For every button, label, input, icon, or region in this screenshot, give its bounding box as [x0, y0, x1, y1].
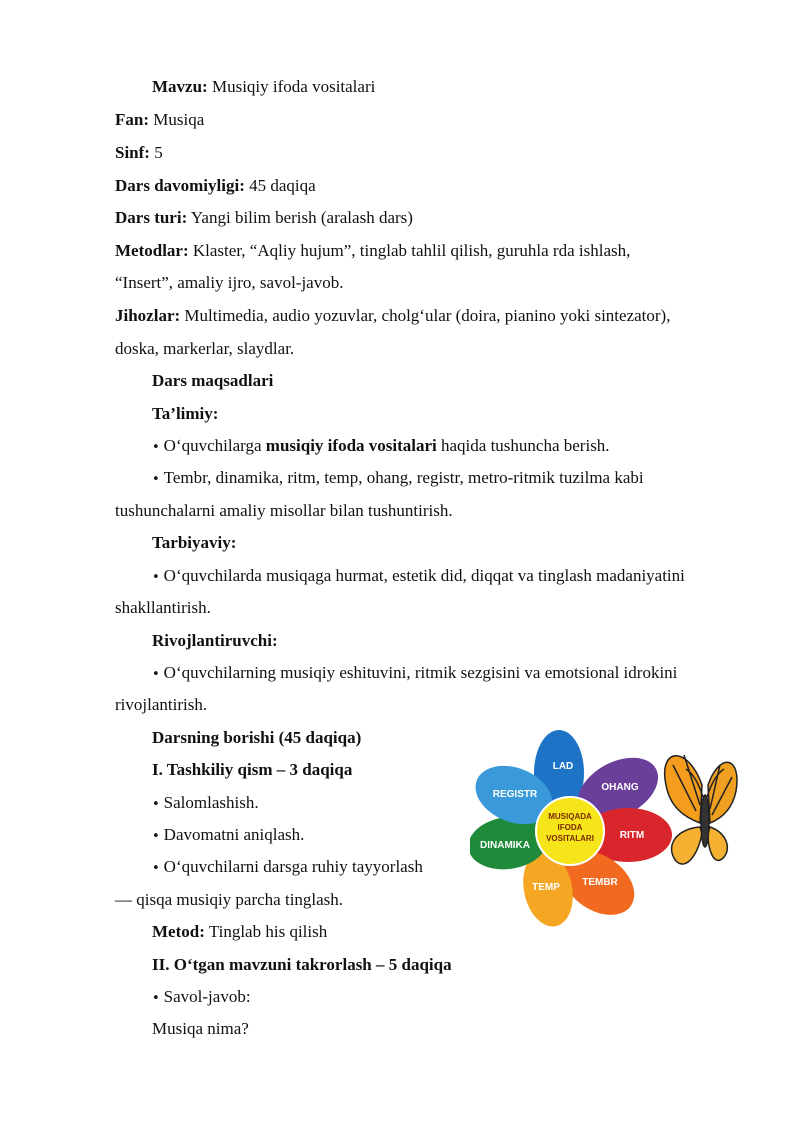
educational-title: Ta’limiy: [152, 404, 219, 423]
flower-diagram [470, 725, 750, 930]
section-1-bullet-2-text: Davomatni aniqlash. [163, 825, 305, 844]
bullet-icon: • [152, 472, 160, 487]
goal-bullet-2 [152, 467, 644, 491]
topic-label: Mavzu: [152, 77, 208, 96]
subject-label: Fan: [115, 110, 149, 129]
goal-4-text: O‘quvchilarning musiqiy eshituvini, ritmik sezgisini va emotsional idrokini [163, 663, 678, 682]
petal-label-temp: TEMP [532, 882, 560, 893]
equipment-line-2: doska, markerlar, slaydlar. [115, 339, 295, 358]
subject-line [115, 109, 204, 131]
duration-value: 45 daqiqa [249, 176, 316, 195]
topic-line [152, 76, 375, 98]
section-1-bullet-1-text: Salomlashish. [163, 793, 259, 812]
section-1-bullet-3-text: O‘quvchilarni darsga ruhiy tayyorlash [163, 857, 423, 876]
bullet-icon: • [152, 797, 160, 812]
bullet-icon: • [152, 667, 160, 682]
methods-label: Metodlar: [115, 241, 189, 260]
petal-label-lad: LAD [552, 761, 574, 772]
upbringing-heading [152, 532, 236, 554]
bullet-icon: • [152, 570, 160, 585]
lesson-type-line [115, 207, 413, 229]
goal-1-text: O‘quvchilarga [163, 436, 266, 455]
developmental-title: Rivojlantiruvchi: [152, 631, 278, 650]
grade-line [115, 142, 163, 164]
section-1-bullet-2 [152, 824, 304, 848]
butterfly-icon [665, 755, 737, 864]
lesson-type-value: Yangi bilim berish (aralash dars) [190, 208, 413, 227]
section-2-bullet-1 [152, 986, 251, 1010]
goal-bullet-1 [152, 435, 610, 459]
bullet-icon: • [152, 440, 160, 455]
petal-label-ritm: RITM [619, 830, 645, 841]
section-2-bullet-1-text: Savol-javob: [163, 987, 251, 1006]
section-1-heading [152, 759, 352, 781]
goal-1-bold: musiqiy ifoda vositalari [265, 436, 437, 455]
method-label: Metod: [152, 922, 205, 941]
equipment-value: Multimedia, audio yozuvlar, cholg‘ular (doira, pianino yoki sintezator), [184, 306, 671, 325]
lesson-flow-title: Darsning borishi (45 daqiqa) [152, 728, 362, 747]
grade-value: 5 [154, 143, 163, 162]
goals-title: Dars maqsadlari [152, 371, 274, 390]
duration-label: Dars davomiyligi: [115, 176, 245, 195]
section-1-title: I. Tashkiliy qism – 3 daqiqa [152, 760, 353, 779]
center-line-1: MUSIQADA [548, 812, 592, 821]
subject-value: Musiqa [153, 110, 205, 129]
question-line: Musiqa nima? [152, 1019, 249, 1038]
center-line-2: IFODA [557, 823, 583, 832]
goal-3-line-2: shakllantirish. [115, 598, 211, 617]
bullet-icon: • [152, 861, 160, 876]
equipment-line [115, 305, 670, 327]
methods-line-2: “Insert”, amaliy ijro, savol-javob. [115, 273, 344, 292]
goal-bullet-4 [152, 662, 677, 686]
topic-value: Musiqiy ifoda vositalari [211, 77, 376, 96]
lesson-type-label: Dars turi: [115, 208, 188, 227]
section-1-bullet-1 [152, 792, 259, 816]
goal-3-text: O‘quvchilarda musiqaga hurmat, estetik did, diqqat va tinglash madaniyatini [163, 566, 685, 585]
goal-1-text-end: haqida tushuncha berish. [436, 436, 610, 455]
methods-value: Klaster, “Aqliy hujum”, tinglab tahlil qilish, guruhla rda ishlash, [192, 241, 631, 260]
educational-heading [152, 403, 218, 425]
method-value: Tinglab his qilish [208, 922, 328, 941]
bullet-icon: • [152, 991, 160, 1006]
developmental-heading [152, 630, 278, 652]
goal-4-line-2: rivojlantirish. [115, 695, 208, 714]
upbringing-title: Tarbiyaviy: [152, 533, 237, 552]
equipment-label: Jihozlar: [115, 306, 181, 325]
methods-line [115, 240, 630, 262]
section-1-bullet-3 [152, 856, 423, 880]
goal-2-text: Tembr, dinamika, ritm, temp, ohang, registr, metro-ritmik tuzilma kabi [163, 468, 644, 487]
duration-line [115, 175, 316, 197]
section-2-heading [152, 954, 452, 976]
section-1-bullet-3-line-2: — qisqa musiqiy parcha tinglash. [115, 890, 344, 909]
petal-label-tembr: TEMBR [582, 877, 618, 888]
lesson-flow-heading [152, 727, 361, 749]
petal-label-registr: REGISTR [492, 789, 538, 800]
center-line-3: VOSITALARI [546, 834, 594, 843]
goal-2-line-2: tushunchalarni amaliy misollar bilan tushuntirish. [115, 501, 453, 520]
goal-bullet-3 [152, 565, 685, 589]
goals-heading [152, 370, 273, 392]
petal-label-dinamika: DINAMIKA [480, 840, 530, 851]
method-line [152, 921, 327, 943]
petal-label-ohang: OHANG [601, 782, 639, 793]
grade-label: Sinf: [115, 143, 150, 162]
bullet-icon: • [152, 829, 160, 844]
section-2-title: II. O‘tgan mavzuni takrorlash – 5 daqiqa [152, 955, 452, 974]
